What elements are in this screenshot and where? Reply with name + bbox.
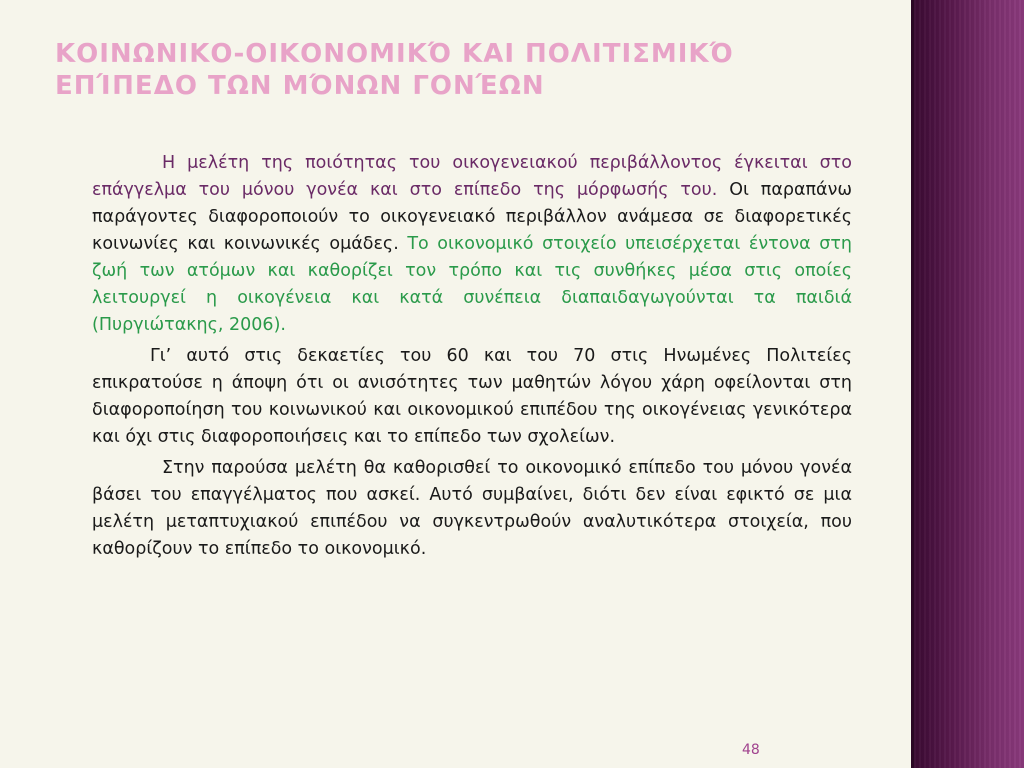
page-number: 48 — [742, 742, 760, 758]
slide-body — [92, 150, 852, 567]
slide-title: ΚΟΙΝΩΝΙΚΟ-ΟΙΚΟΝΟΜΙΚΌ ΚΑΙ ΠΟΛΙΤΙΣΜΙΚΌ ΕΠΊΠΕΔΟ ΤΩΝ ΜΌΝΩΝ ΓΟΝΈΩΝ — [55, 39, 734, 101]
paragraph-1 — [92, 150, 852, 339]
paragraph-3: Στην παρούσα μελέτη θα καθορισθεί το οικονομικό επίπεδο του μόνου γονέα βάσει του επαγγέλματος που ασκεί. Αυτό συμβαίνει, διότι δεν είναι εφικτό σε μια μελέτη μεταπτυχιακού επιπέδου να συγκεντρωθούν αναλυτικότερα στοιχεία, που καθορίζουν το επίπεδο το οικονομικό. — [92, 458, 852, 559]
decorative-side-band — [914, 0, 1024, 768]
paragraph-1-part-3: Το οικονομικό στοιχείο υπεισέρχεται έντονα στη ζωή των ατόμων και καθορίζει τον τρόπο και τις συνθήκες μέσα στις οποίες λειτουργεί η οικογένεια και κατά συνέπεια διαπαιδαγωγούνται τα παιδιά (Πυργιώτακης, 2006). — [92, 234, 852, 335]
paragraph-1-part-1: Η μελέτη της ποιότητας του οικογενειακού περιβάλλοντος έγκειται στο επάγγελμα του μόνου γονέα και στο επίπεδο της μόρφωσής του. — [92, 153, 852, 200]
paragraph-1-part-2: Οι παραπάνω παράγοντες διαφοροποιούν το οικογενειακό περιβάλλον ανάμεσα σε διαφορετικές κοινωνίες και κοινωνικές ομάδες. — [92, 180, 852, 254]
paragraph-2: Γι’ αυτό στις δεκαετίες του 60 και του 70 στις Ηνωμένες Πολιτείες επικρατούσε η άποψη ότι οι ανισότητες των μαθητών λόγου χάρη οφείλονται στη διαφοροποίηση του κοινωνικού και οικονομικού επιπέδου της οικογένειας γενικότερα και όχι στις διαφοροποιήσεις και το επίπεδο των σχολείων. — [92, 346, 852, 447]
